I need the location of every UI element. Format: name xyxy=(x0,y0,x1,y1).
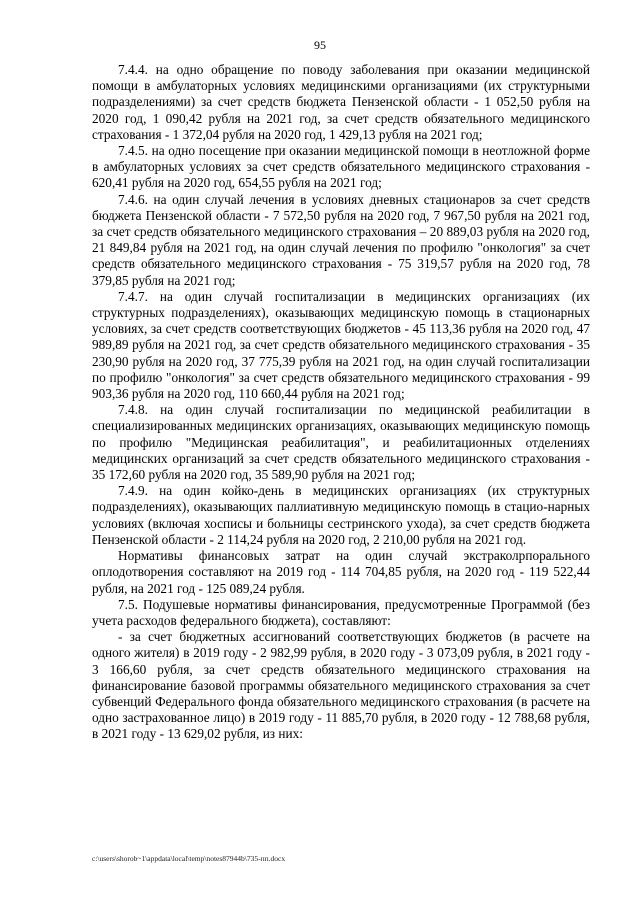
paragraph-7-4-8: 7.4.8. на один случай госпитализации по медицинской реабилитации в специализированных медицинских организациях, оказывающих медицинскую помощь по профилю "Медицинская реабилитация", и реабилитационных отделениях медицинских организаций за счет средств обязательного медицинского страхования - 35 172,60 рубля на 2020 год, 35 589,90 рубля на 2021 год; xyxy=(92,402,590,483)
page-number: 95 xyxy=(314,38,326,52)
footer-file-path: c:\users\shorob~1\appdata\local\temp\notes87944b\735-пп.docx xyxy=(92,854,286,863)
paragraph-7-4-6: 7.4.6. на один случай лечения в условиях дневных стационаров за счет средств бюджета Пензенской области - 7 572,50 рубля на 2020 год, 7 967,50 рубля на 2021 год, за счет средств обязательного медицинского страхования – 20 889,03 рубля на 2020 год, 21 849,84 рубля на 2021 год, на один случай лечения по профилю "онкология" за счет средств обязательного медицинского страхования - 75 319,57 рубля на 2020 год, 78 379,85 рубля на 2021 год; xyxy=(92,191,590,288)
paragraph-eco-norms: Нормативы финансовых затрат на один случай экстраколрпорального оплодотворения составляют на 2019 год - 114 704,85 рубля, на 2020 год - 119 522,44 рубля, на 2021 год - 125 089,24 рубля. xyxy=(92,548,590,596)
paragraph-7-4-7: 7.4.7. на один случай госпитализации в медицинских организациях (их структурных подразделениях), оказывающих медицинскую помощь в стационарных условиях, за счет средств соответствующих бюджетов - 45 113,36 рубля на 2020 год, 47 989,89 рубля на 2021 год, за счет средств обязательного медицинского страхования - 35 230,90 рубля на 2020 год, 37 775,39 рубля на 2021 год, на один случай госпитализации по профилю "онкология" за счет средств обязательного медицинского страхования - 99 903,36 рубля на 2020 год, 110 660,44 рубля на 2021 год; xyxy=(92,288,590,402)
paragraph-7-4-5: 7.4.5. на одно посещение при оказании медицинской помощи в неотложной форме в амбулаторных условиях за счет средств обязательного медицинского страхования - 620,41 рубля на 2020 год, 654,55 рубля на 2021 год; xyxy=(92,143,590,191)
paragraph-budget-norms: - за счет бюджетных ассигнований соответствующих бюджетов (в расчете на одного жителя) в 2019 году - 2 982,99 рубля, в 2020 году - 3 073,09 рубля, в 2021 году - 3 166,60 рубля, за счет средств обязательного медицинского страхования на финансирование базовой программы обязательного медицинского страхования за счет субвенций Федерального фонда обязательного медицинского страхования (в расчете на одно застрахованное лицо) в 2019 году - 11 885,70 рубля, в 2020 году - 12 788,68 рубля, в 2021 году - 13 629,02 рубля, из них: xyxy=(92,629,590,742)
document-body xyxy=(92,62,590,743)
paragraph-7-5: 7.5. Подушевые нормативы финансирования, предусмотренные Программой (без учета расходов федерального бюджета), составляют: xyxy=(92,596,590,628)
paragraph-7-4-9: 7.4.9. на один койко-день в медицинских организациях (их структурных подразделениях), оказывающих паллиативную медицинскую помощь в стацио-нарных условиях (включая хосписы и больницы сестринского ухода), за счет средств бюджета Пензенской области - 2 114,24 рубля на 2020 год, 2 210,00 рубля на 2021 год. xyxy=(92,483,590,547)
paragraph-7-4-4: 7.4.4. на одно обращение по поводу заболевания при оказании медицинской помощи в амбулаторных условиях медицинскими организациями (их структурными подразделениями) за счет средств бюджета Пензенской области - 1 052,50 рубля на 2020 год, 1 090,42 рубля на 2021 год, за счет средств обязательного медицинского страхования - 1 372,04 рубля на 2020 год, 1 429,13 рубля на 2021 год; xyxy=(92,62,590,142)
